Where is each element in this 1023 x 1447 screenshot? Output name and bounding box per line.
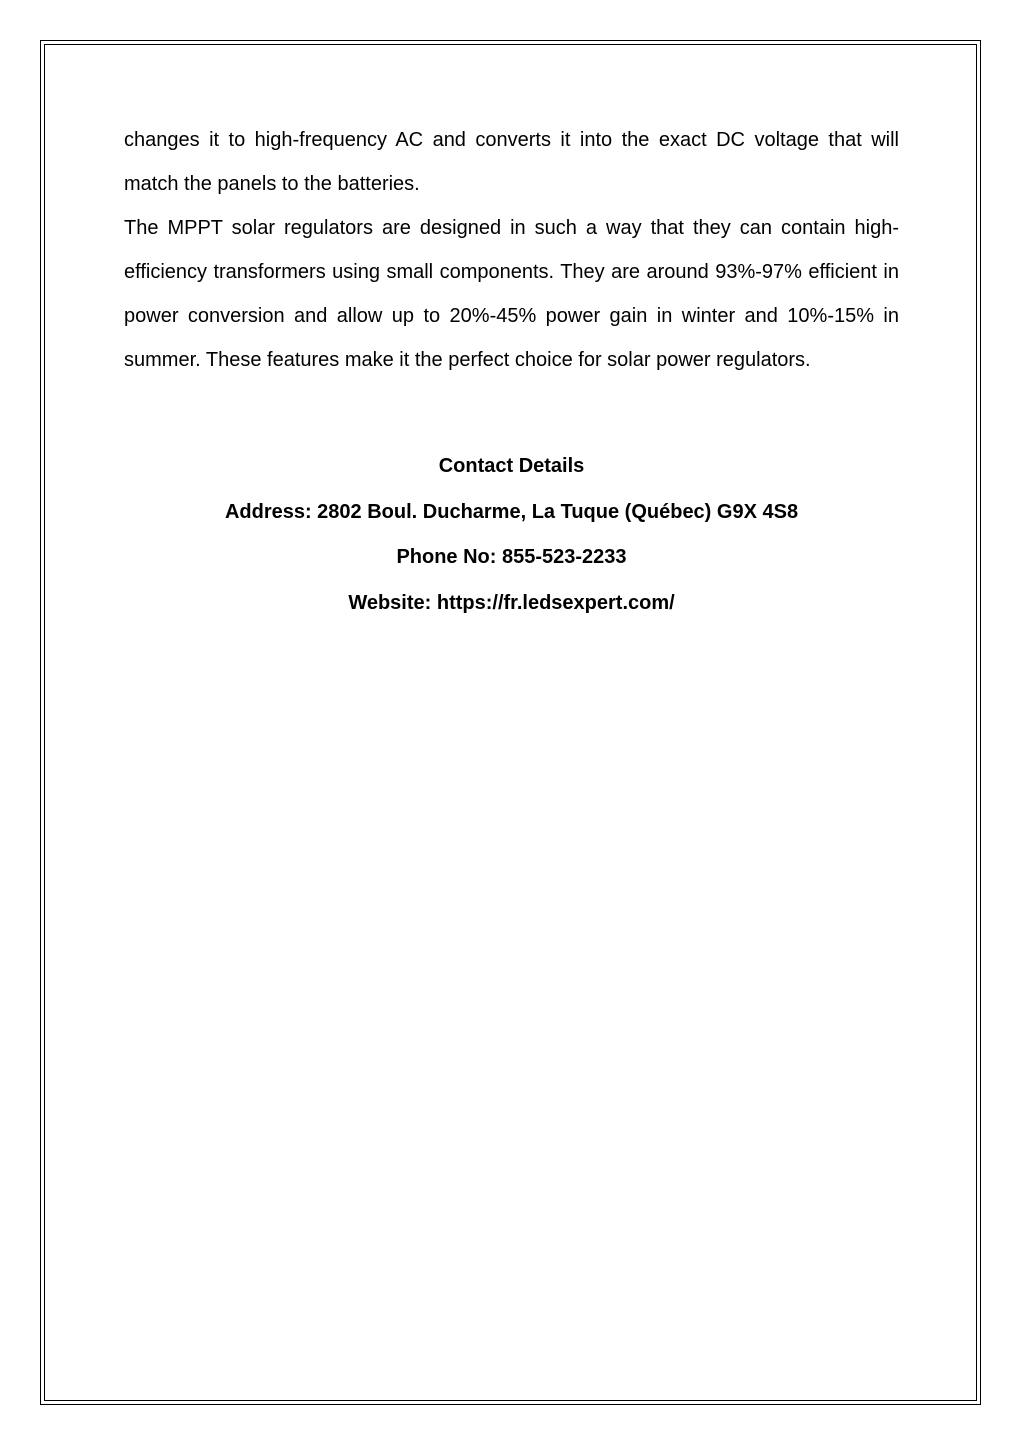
contact-phone: Phone No: 855-523-2233 (396, 546, 627, 568)
page-content (124, 118, 899, 626)
contact-heading: Contact Details (438, 455, 585, 477)
contact-section (124, 444, 899, 626)
contact-address: Address: 2802 Boul. Ducharme, La Tuque (Québec) G9X 4S8 (224, 500, 799, 523)
body-paragraph-2: The MPPT solar regulators are designed in such a way that they can contain high-efficiency transformers using small components. They are around 93%-97% efficient in power conversion and allow up to 20%-45% power gain in winter and 10%-15% in summer. These features make it the perfect choice for solar power regulators. (124, 217, 899, 371)
contact-website: Website: https://fr.ledsexpert.com/ (348, 591, 675, 614)
body-paragraph-1: changes it to high-frequency AC and converts it into the exact DC voltage that will match the panels to the batteries. (124, 129, 899, 195)
